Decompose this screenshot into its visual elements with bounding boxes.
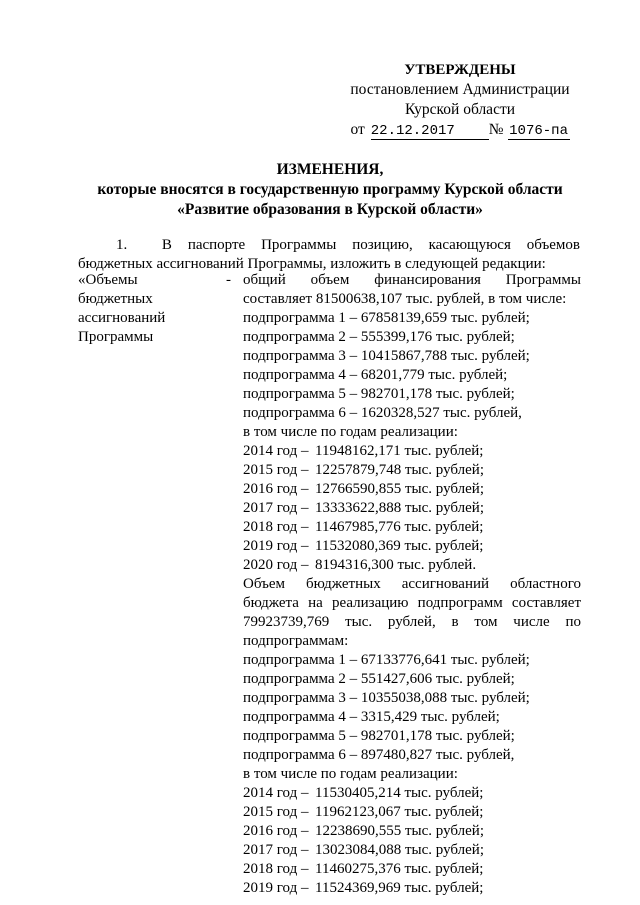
subprogram-line: подпрограмма 4 – 68201,779 тыс. рублей; [243,367,508,383]
regional-text-line: подпрограммам: [243,633,349,649]
approval-block [330,60,590,140]
subprogram-line: подпрограмма 2 – 555399,176 тыс. рублей; [243,329,515,345]
year-value: 11467985,776 тыс. рублей; [315,519,484,535]
position-line: бюджетных [78,291,153,307]
total-line: составляет 81500638,107 тыс. рублей, в том числе: [243,291,567,307]
approval-number: 1076-па [509,123,568,139]
year-label: 2014 год – [243,443,309,459]
regional-subprogram-line: подпрограмма 1 – 67133776,641 тыс. рублей; [243,652,530,668]
year-value: 12257879,748 тыс. рублей; [315,462,484,478]
year-line [243,480,581,499]
position-line: «Объемы [78,272,138,288]
year-line [243,499,581,518]
year-line [243,442,581,461]
subprogram-line: подпрограмма 1 – 67858139,659 тыс. рублей; [243,310,530,326]
regional-text-line: бюджета на реализацию подпрограмм составляет [243,595,581,611]
year-line [243,556,581,575]
regional-text-line: Объем бюджетных ассигнований областного [243,576,581,592]
year-line [243,461,581,480]
year-label: 2019 год – [243,538,309,554]
year-value: 13023084,088 тыс. рублей; [315,842,484,858]
approval-line-2: Курской области [404,101,516,118]
year-value: 11948162,171 тыс. рублей; [315,443,484,459]
date-prefix: от [350,121,365,138]
year-label: 2016 год – [243,481,309,497]
intro-paragraph [78,236,580,274]
year-value: 11532080,369 тыс. рублей; [315,538,484,554]
regional-year-line [243,841,581,860]
number-prefix: № [488,121,504,138]
position-name [78,271,198,347]
year-label: 2018 год – [243,519,309,535]
year-line [243,537,581,556]
approval-date-line [330,120,590,140]
intro-text: В паспорте Программы позицию, касающуюся объемов бюджетных ассигнований Программы, изложить в следующей редакции: [78,237,580,272]
approval-title: УТВЕРЖДЕНЫ [404,62,516,78]
regional-years-caption: в том числе по годам реализации: [243,766,458,782]
year-label: 2020 год – [243,557,309,573]
financing-text [243,271,581,898]
heading-program-name: «Развитие образования в Курской области» [177,201,483,218]
year-label: 2019 год – [243,880,309,896]
year-value: 12238690,555 тыс. рублей; [315,823,484,839]
subprogram-line: подпрограмма 3 – 10415867,788 тыс. рублей; [243,348,530,364]
regional-subprogram-line: подпрограмма 6 – 897480,827 тыс. рублей, [243,747,515,763]
regional-subprogram-line: подпрограмма 5 – 982701,178 тыс. рублей; [243,728,515,744]
position-dash: - [226,272,231,288]
year-label: 2015 год – [243,804,309,820]
subprogram-line: подпрограмма 6 – 1620328,527 тыс. рублей, [243,405,522,421]
total-line: общий объем финансирования Программы [243,272,581,288]
year-value: 11460275,376 тыс. рублей; [315,861,484,877]
year-label: 2016 год – [243,823,309,839]
year-value: 12766590,855 тыс. рублей; [315,481,484,497]
year-label: 2014 год – [243,785,309,801]
subprogram-line: подпрограмма 5 – 982701,178 тыс. рублей; [243,386,515,402]
regional-subprogram-line: подпрограмма 3 – 10355038,088 тыс. рублей; [243,690,530,706]
year-value: 11530405,214 тыс. рублей; [315,785,484,801]
regional-year-line [243,784,581,803]
regional-year-line [243,803,581,822]
heading-subtitle: которые вносятся в государственную программу Курской области [97,181,563,198]
position-line: ассигнований [78,310,166,326]
year-label: 2017 год – [243,500,309,516]
year-label: 2017 год – [243,842,309,858]
regional-year-line [243,879,581,898]
year-value: 11962123,067 тыс. рублей; [315,804,484,820]
regional-subprogram-line: подпрограмма 2 – 551427,606 тыс. рублей; [243,671,515,687]
regional-year-line [243,822,581,841]
regional-text-line: 79923739,769 тыс. рублей, в том числе по [243,614,581,630]
position-line: Программы [78,329,154,345]
heading-title: ИЗМЕНЕНИЯ, [276,161,384,178]
regional-subprogram-line: подпрограмма 4 – 3315,429 тыс. рублей; [243,709,500,725]
year-value: 13333622,888 тыс. рублей; [315,500,484,516]
year-label: 2018 год – [243,861,309,877]
document-heading [60,160,600,220]
year-line [243,518,581,537]
years-caption: в том числе по годам реализации: [243,424,458,440]
approval-date: 22.12.2017 [371,124,489,140]
year-value: 11524369,969 тыс. рублей; [315,880,484,896]
year-label: 2015 год – [243,462,309,478]
regional-year-line [243,860,581,879]
year-value: 8194316,300 тыс. рублей. [315,557,477,573]
approval-line-1: постановлением Администрации [350,81,570,98]
intro-number: 1. [116,237,128,253]
